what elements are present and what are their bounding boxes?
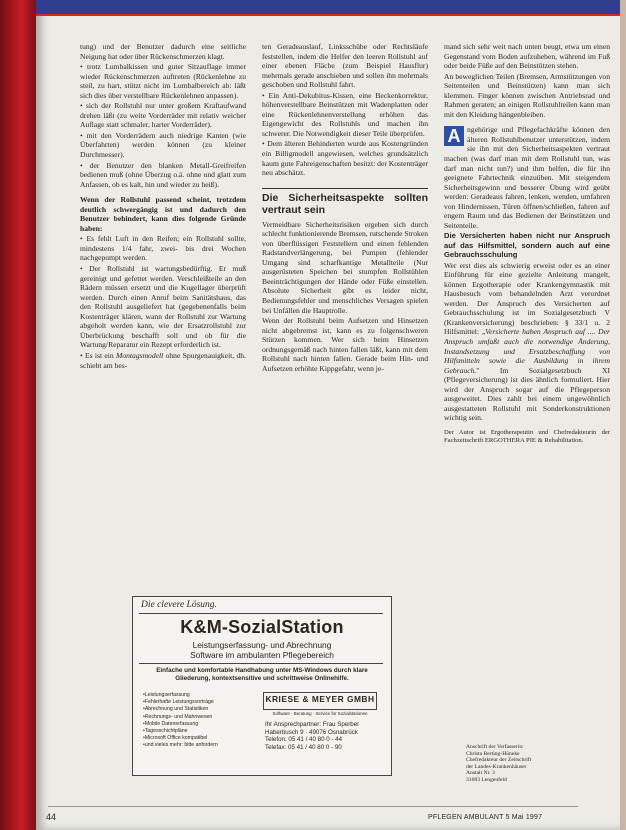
col3-paragraph-4 — [444, 261, 610, 423]
col3-paragraph-1: mand sich sehr weit nach unten beugt, etwa um einen Gegenstand vom Boden aufzuheben, während im Fuß oder beide Füße auf den Beinstützen stehen. — [444, 42, 610, 71]
magazine-spine — [0, 0, 36, 830]
ad-subtitle-2: Software im ambulanten Pflegebereich — [190, 650, 334, 660]
col3-p4-post: " Im Sozialgesetzbuch XI (Pflegeversicherung) ist dies ähnlich formuliert. Hier wird der Anspruch sogar auf die Pflegeperson ausgeweitet. Dies zahlt bei einem ungewöhnlich ausgestatteten Rollstuhl mit Sonderkonstruktionen wichtig sein. — [444, 365, 610, 423]
top-red-rule — [36, 14, 620, 16]
author-note: Der Autor ist Ergotherapeutin und Chefredakteurin der Fachzeitschrift ERGOTHERA PIE & Rehabilitation. — [444, 428, 610, 444]
author-address — [466, 744, 586, 784]
col3-paragraph-3: ngehörige und Pflegefachkräfte können den älteren Rollstuhlbenutzer unterstützen, indem sie ihn mit den Sicherheitsaspekten vertraut machen (was darf man mit dem Rollstuhl tun, was darf man nicht tun?) und ihm helfen, die für ihn geeignete Fahrtechnik einzuüben. Mit steigendem Sicherheitsgewinn und besserer Übung wird geübt werden: Geradeaus fahren, lenken, wenden, umfahren von Hindernissen, Türen öffnen/schließen, fahren auf engem Raum und das Bedienen der Beinstützen und Seitenteile. — [444, 125, 610, 230]
col2-bullet-1: • Ein Anti-Dekubitus-Kissen, eine Beckenkorrektur, höhenverstellbare Beinstützen mit Wadenplatten oder eine Rückenlehnenverstellung erhöhen das Eigengewicht des Rollstuhls und machen ihn schwerer. Die Notwendigkeit dieser Teile überprüfen. — [262, 90, 428, 138]
col1-b7-pre: • Es ist ein — [80, 350, 116, 360]
address-line: Anschrift der Verfasserin: — [466, 744, 524, 750]
ad-feature: • Microsoft Office kompatibel — [143, 735, 251, 742]
col2-paragraph-2: Vermeidbare Sicherheitsrisiken ergeben sich durch schlecht funktionierende Bremsen, rutschende Stroken von überflüssigen Feststellern und einen fehlenden Radstandverlängerung, bei Pumpen (fehlender Umgang sind scharfkantige Metallteile (Nur ausgerüsteten Speichen bei stumpfen Rollstühlen Beeinträchtigungen der Hände oder Füße einstellen. Absolute Sicherheit gibt es leider nicht, Bedienungsfehler und menschliches Versagen spielen bei Unfällen die Hauptrolle. — [262, 219, 428, 315]
page-number: 44 — [46, 812, 57, 822]
col3-paragraph-2: An beweglichen Teilen (Bremsen, Armstützungen von Seitenteilen und Beinstützen) kann man sich klemmen. Finger können zwischen Antriebsrad und Rahmen geraten; an einigen Rollstuhlteilen kann man mit den Kleidung hängenbleiben. — [444, 71, 610, 119]
ad-divider — [139, 613, 383, 614]
ad-contact-line: Haberbusch 9 · 49076 Osnabrück — [265, 728, 358, 736]
col1-paragraph: tung) und der Benutzer dadurch eine seitliche Neigung hat oder über Rückenschmerzen klagt. — [80, 42, 246, 61]
col3-p4-quote: Versicherte haben Anspruch auf .... Der Anspruch umfaßt auch die notwendige Änderung, Instandsetzung und Ersatzbeschaffung von Hilfsmitteln sowie die Ausbildung in ihrem Gebrauch. — [444, 327, 610, 375]
magazine-page — [36, 0, 620, 830]
ad-feature: • und vieles mehr: bitte anfordern — [143, 742, 251, 749]
ad-contact-block — [265, 721, 377, 751]
address-line: der Landes-Krankenhäuser — [466, 763, 527, 770]
ad-feature: • Leistungserfassung — [143, 692, 251, 699]
col2-paragraph-1: ten Geradeauslauf, Linksschübe oder Rechtsläufe feststellen, indem die Helfer den leeren Rollstuhl auf einer ebenen Fläche (zum Beispiel Hausflur) mehrmals gerade anschieben und sollen ihn mehrmals geschoben und Rollstuhl fahrt. — [262, 42, 428, 90]
col1-bullet-7 — [80, 351, 246, 370]
col2-paragraph-3: Wenn der Rollstuhl beim Aufsetzen und Hinsetzen nicht abgebremst ist, kann es zu folgenschweren Stürzen kommen. Wer sich beim Hinsetzen ordnungsgemäß nach hinten fallen läßt, kann mit dem Rollstuhl nach hinten fallen. Gerade beim Hin- und Aufsetzen erhöhte Kippgefahr, wenn je- — [262, 316, 428, 373]
col1-bullet-4: • der Benutzer den blanken Metall-Greifreifen bedienen muß (ohne Überzug o.ä. ohne und glatt zum Anfassen, ob es kalt, hin und wieder zu heiß). — [80, 160, 246, 189]
ad-contact-line: Telefax: 05 41 / 40 80 0 - 90 — [265, 743, 342, 751]
col1-b7-italic: Montagsmodell — [116, 350, 164, 360]
col1-b7-post: ohne Spurgenauigkeit, dh. schiebt am bes- — [80, 350, 246, 370]
ad-contact-line: Telefon: 05 41 / 40 80 0 - 44 — [265, 736, 343, 744]
ad-slogan: Die clevere Lösung. — [141, 600, 217, 610]
address-line: Christa Berting-Hüneke — [466, 750, 520, 757]
address-line: Chefredakteur der Zeitschrift — [466, 757, 532, 764]
company-logo-tagline: Software · Beratung · Service für Sozialstationen — [272, 711, 368, 716]
col1-bullet-5: • Es fehlt Luft in den Reifen; ein Rollstuhl sollte, mindestens 1/4 fahr, zwei- bis drei Wochen nachgepumpt werden. — [80, 234, 246, 263]
ad-feature-list — [143, 692, 251, 750]
ad-divider-2 — [139, 663, 383, 664]
top-color-band — [36, 0, 620, 14]
col1-lead-bold: Wenn der Rollstuhl passend scheint, trotzdem deutlich schwergängig ist und dadurch den Benutzer behindert, kann dies folgende Gründe haben: — [80, 195, 246, 233]
ad-feature: • Abrechnung und Statistiken — [143, 706, 251, 713]
company-logo: KRIESE & MEYER GMBH — [263, 692, 377, 710]
ad-description: Einfache und komfortable Handhabung unter MS-Windows durch klare Gliederung, kontextsensitive und schrittweise Onlinehilfe. — [156, 667, 368, 682]
ad-feature: • Tagesschichtpläne — [143, 728, 251, 735]
col1-bullet-1: • trotz Lumbalkissen und guter Sitzauflage immer wieder Rückenschmerzen auftreten (Rückenlehne zu steil, zu hart, stützt nicht im Lumbalbereich ab: läßt sich dies über verstellbare Rückenlehnen anpassen). — [80, 62, 246, 100]
col3-subheading: Die Versicherten haben nicht nur Anspruch auf das Hilfsmittel, sondern auch auf eine Gebrauchsschulung — [444, 231, 610, 260]
ad-feature: • Fehlerhafte Leistungsvorträge — [143, 699, 251, 706]
running-footer: PFLEGEN AMBULANT 5 Mai 1997 — [428, 814, 543, 821]
col2-bullet-2: • Dem älteren Behinderten wurde aus Kostengründen ein Billigmodell angewiesen, welches grundsätzlich kaum gute Fahreigenschaften besitzt: der Kostenträger neu abschätzt. — [262, 139, 428, 178]
section-heading-box — [262, 188, 428, 216]
section-heading: Die Sicherheitsaspekte sollten vertraut sein — [262, 191, 428, 216]
column-2 — [262, 42, 428, 374]
col1-bullet-2: • sich der Rollstuhl nur unter großem Kraftaufwand drehen läßt (zu weite Vorderräder mit relativ weicher Auflage statt schmaler, harter Vorderräder). — [80, 101, 246, 130]
col3-p4-pre: Wer erst dies als schwierig erweist oder es an einer Einführung für eine gezielte Anleitung mangelt, können Ergotherapie oder Krankengymnastik mit Hausbesuch vom behandelnden Arzt verordnet werden. Der Anspruch des Versicherten auf Gebrauchsschulung ist im Sozialgesetzbuch V (Krankenversicherung) beschrieben: § 33/1 u. 2 Hilfsmittel: „ — [444, 260, 610, 337]
column-3 — [444, 42, 610, 446]
footer-rule — [48, 806, 578, 807]
column-1 — [80, 42, 246, 371]
ad-title: K&M-SozialStation — [180, 617, 344, 637]
address-line: 31683 Lengenfeld — [466, 776, 507, 783]
drop-cap: A — [444, 126, 464, 146]
ad-subtitle-1: Leistungserfassung- und Abrechnung — [192, 640, 332, 650]
col1-bullet-3: • mit den Vorderrädern auch niedrige Kanten (wie Überfahrten) werden können (zu kleiner Durchmesser). — [80, 130, 246, 160]
ad-feature: • Mobile Datenerfassung — [143, 721, 251, 728]
col1-bullet-6: • Der Rollstuhl ist wartungsbedürftig. Er muß gereinigt und gefettet werden. Verschleißteile an den Rädern müssen ersetzt und die Kugellager überprüft werden. Durch einen Anruf beim Sanitätshaus, das den Rollstuhl ausgeliefert hat (gegebenenfalls beim Kostenträger klären, wann der Rollstuhl zur Wartung abgeholt werden kann, wie der Ersatzrollstuhl zur Überbrückung beschafft soll und ob für die Wartung/Reparatur ein Rezept erforderlich ist. — [80, 264, 246, 350]
col3-paragraph-dropcap — [444, 125, 610, 230]
ad-contact-line: Ihr Ansprechpartner: Frau Sperber — [265, 721, 360, 728]
ad-feature: • Rechnungs- und Mahnwesen — [143, 714, 251, 721]
advertisement-box — [132, 596, 392, 776]
address-line: Anstalt Nr. 3 — [466, 770, 495, 777]
